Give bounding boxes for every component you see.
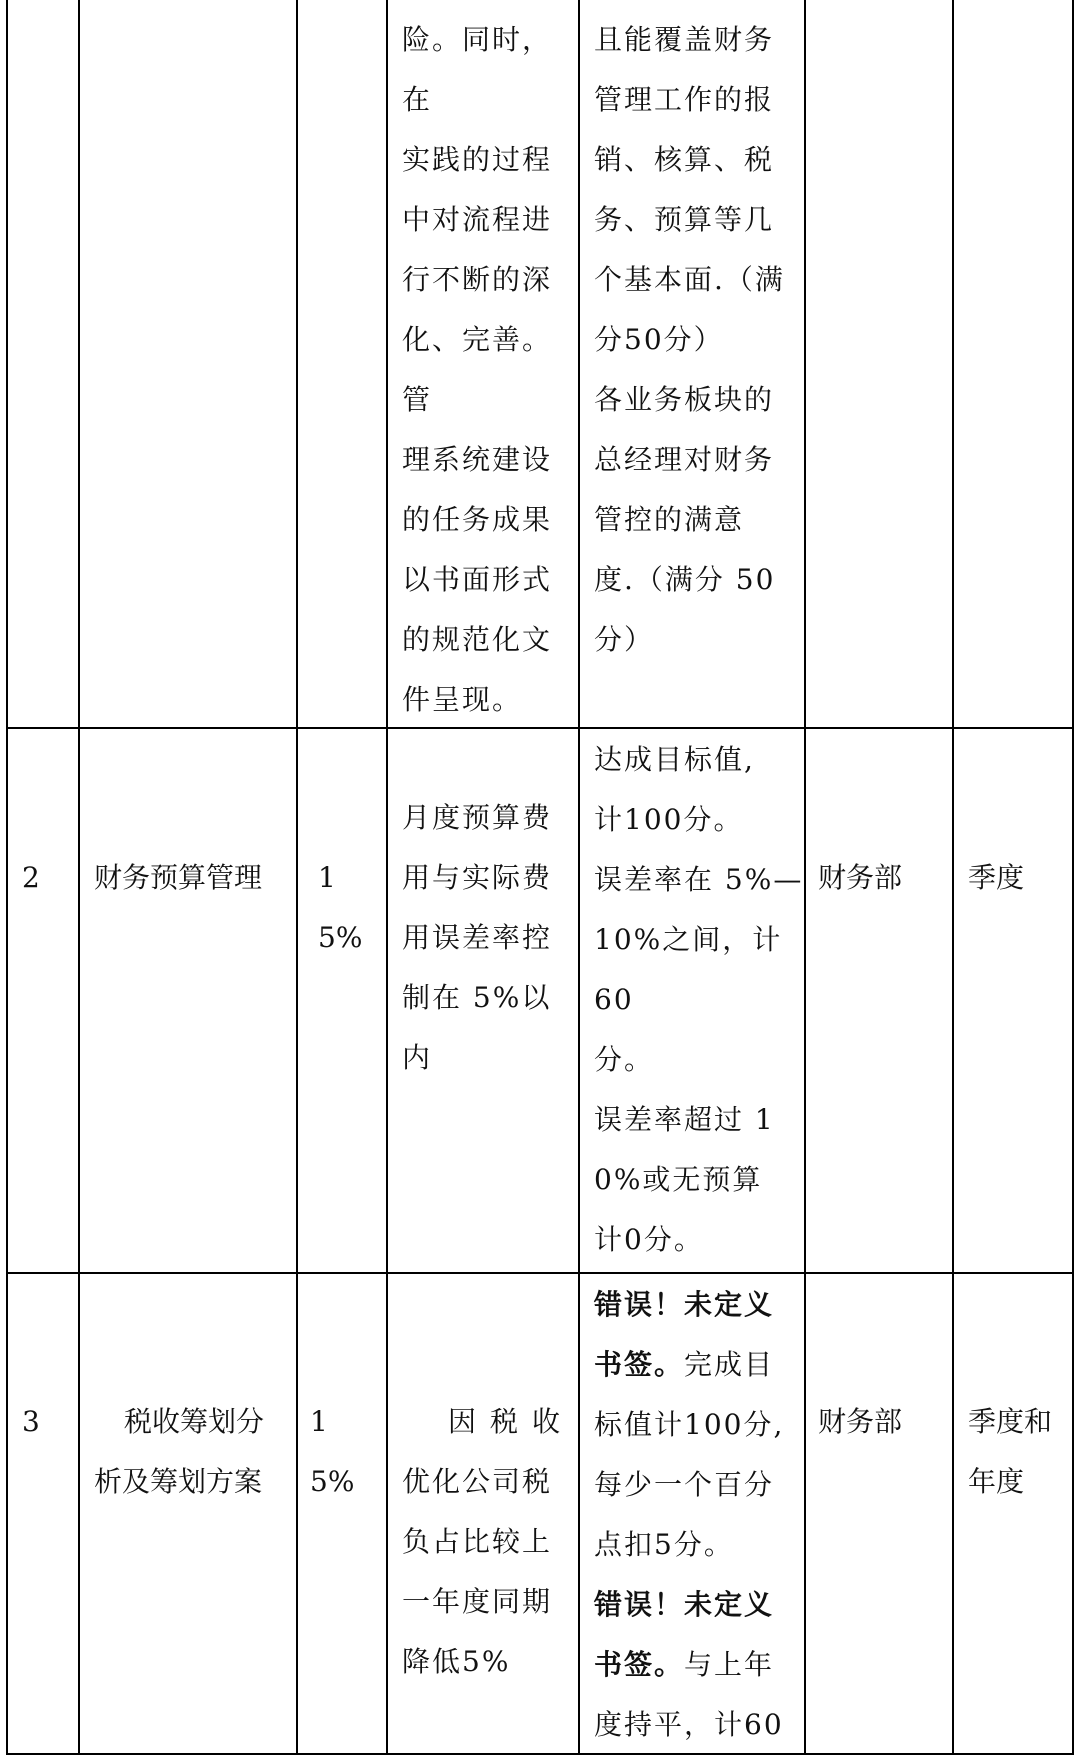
error-bookmark-text: 书签。 bbox=[594, 1348, 685, 1381]
score-line bbox=[594, 1335, 804, 1395]
metric-line: 的规范化文 bbox=[402, 623, 553, 656]
metric-line: 因税收 bbox=[448, 1405, 575, 1438]
column-divider bbox=[386, 0, 388, 1755]
score-line: 分。 bbox=[594, 1043, 655, 1076]
period-line: 季度和 bbox=[968, 1405, 1053, 1438]
score-line: 且能覆盖财务 bbox=[594, 23, 775, 56]
score-line: 误差率超过 1 bbox=[594, 1103, 775, 1136]
score-line: 管理工作的报 bbox=[594, 83, 775, 116]
metric-line: 的任务成果 bbox=[402, 503, 553, 536]
table-border-left bbox=[6, 0, 8, 1755]
department-cell bbox=[818, 848, 948, 908]
column-divider bbox=[78, 0, 80, 1755]
metric-line: 化、完善。管 bbox=[402, 323, 553, 416]
column-divider bbox=[804, 0, 806, 1755]
score-line: 误差率在 5%— bbox=[594, 863, 804, 896]
department-text: 财务部 bbox=[818, 861, 903, 894]
period-text: 季度 bbox=[968, 861, 1025, 894]
score-line: 标值计100分, bbox=[594, 1408, 785, 1441]
metric-line: 用误差率控 bbox=[402, 921, 553, 954]
row-index bbox=[22, 1392, 72, 1452]
score-line: 个基本面.（满 bbox=[594, 263, 785, 296]
score-line: 计100分。 bbox=[594, 803, 744, 836]
table-border-bottom bbox=[6, 1753, 1074, 1755]
metric-line: 优化公司税 bbox=[402, 1465, 553, 1498]
score-line: 分50分） bbox=[594, 323, 724, 356]
score-line: 务、预算等几 bbox=[594, 203, 775, 236]
score-line: 分） bbox=[594, 623, 655, 656]
score-text: 与上年 bbox=[684, 1648, 775, 1681]
weight-cell bbox=[318, 848, 386, 968]
row-index-text: 3 bbox=[22, 1405, 40, 1438]
score-line: 达成目标值, bbox=[594, 743, 755, 776]
error-bookmark-text: 书签。 bbox=[594, 1648, 685, 1681]
metric-line: 制在 5%以 bbox=[402, 981, 552, 1014]
item-name: 财务预算管理 bbox=[94, 861, 263, 894]
metric-line: 实践的过程 bbox=[402, 143, 553, 176]
metric-cell bbox=[402, 10, 578, 730]
item-name-cell bbox=[94, 848, 294, 908]
score-line: 度持平，计60 bbox=[594, 1708, 784, 1741]
weight-line: 5% bbox=[318, 921, 363, 954]
item-name-line: 税收筹划分 bbox=[124, 1405, 265, 1438]
column-divider bbox=[578, 0, 580, 1755]
score-text: 完成目 bbox=[684, 1348, 775, 1381]
period-cell bbox=[968, 1392, 1068, 1512]
column-divider bbox=[296, 0, 298, 1755]
metric-line: 行不断的深 bbox=[402, 263, 553, 296]
score-line: 总经理对财务 bbox=[594, 443, 775, 476]
score-line: 计0分。 bbox=[594, 1223, 704, 1256]
score-line: 点扣5分。 bbox=[594, 1528, 734, 1561]
row-index-text: 2 bbox=[22, 861, 40, 894]
weight-line: 1 bbox=[318, 861, 336, 894]
score-line: 销、核算、税 bbox=[594, 143, 775, 176]
metric-cell bbox=[402, 1392, 578, 1692]
score-cell bbox=[594, 10, 804, 670]
score-cell bbox=[594, 1275, 804, 1755]
period-cell bbox=[968, 848, 1068, 908]
metric-line: 险。同时，在 bbox=[402, 23, 553, 116]
score-line bbox=[594, 1635, 804, 1695]
metric-line: 以书面形式 bbox=[402, 563, 553, 596]
metric-cell bbox=[402, 788, 578, 1088]
score-cell bbox=[594, 730, 804, 1270]
score-line: 管控的满意 bbox=[594, 503, 745, 536]
row-index bbox=[22, 848, 72, 908]
row-divider bbox=[6, 1272, 1074, 1274]
item-name-cell bbox=[94, 1392, 294, 1512]
metric-line: 用与实际费 bbox=[402, 861, 553, 894]
weight-line: 5% bbox=[310, 1465, 355, 1498]
metric-line: 理系统建设 bbox=[402, 443, 553, 476]
item-name-line: 析及筹划方案 bbox=[94, 1465, 263, 1498]
period-line: 年度 bbox=[968, 1465, 1025, 1498]
score-line: 度.（满分 50 bbox=[594, 563, 776, 596]
table-border-right bbox=[1072, 0, 1074, 1755]
score-line: 每少一个百分 bbox=[594, 1468, 775, 1501]
weight-line: 1 bbox=[310, 1405, 328, 1438]
score-line: 0%或无预算 bbox=[594, 1163, 763, 1196]
score-line: 错误！未定义 bbox=[594, 1588, 775, 1621]
score-line: 各业务板块的 bbox=[594, 383, 775, 416]
score-line: 错误！未定义 bbox=[594, 1288, 775, 1321]
metric-line: 月度预算费 bbox=[402, 801, 553, 834]
metric-line: 件呈现。 bbox=[402, 683, 523, 716]
department-text: 财务部 bbox=[818, 1405, 903, 1438]
metric-line: 降低5% bbox=[402, 1645, 511, 1678]
department-cell bbox=[818, 1392, 948, 1452]
column-divider bbox=[952, 0, 954, 1755]
weight-cell bbox=[310, 1392, 386, 1512]
metric-line: 负占比较上 bbox=[402, 1525, 553, 1558]
metric-line: 一年度同期 bbox=[402, 1585, 553, 1618]
score-line: 10%之间，计 60 bbox=[594, 923, 783, 1016]
metric-line: 中对流程进 bbox=[402, 203, 553, 236]
metric-line: 内 bbox=[402, 1041, 433, 1074]
